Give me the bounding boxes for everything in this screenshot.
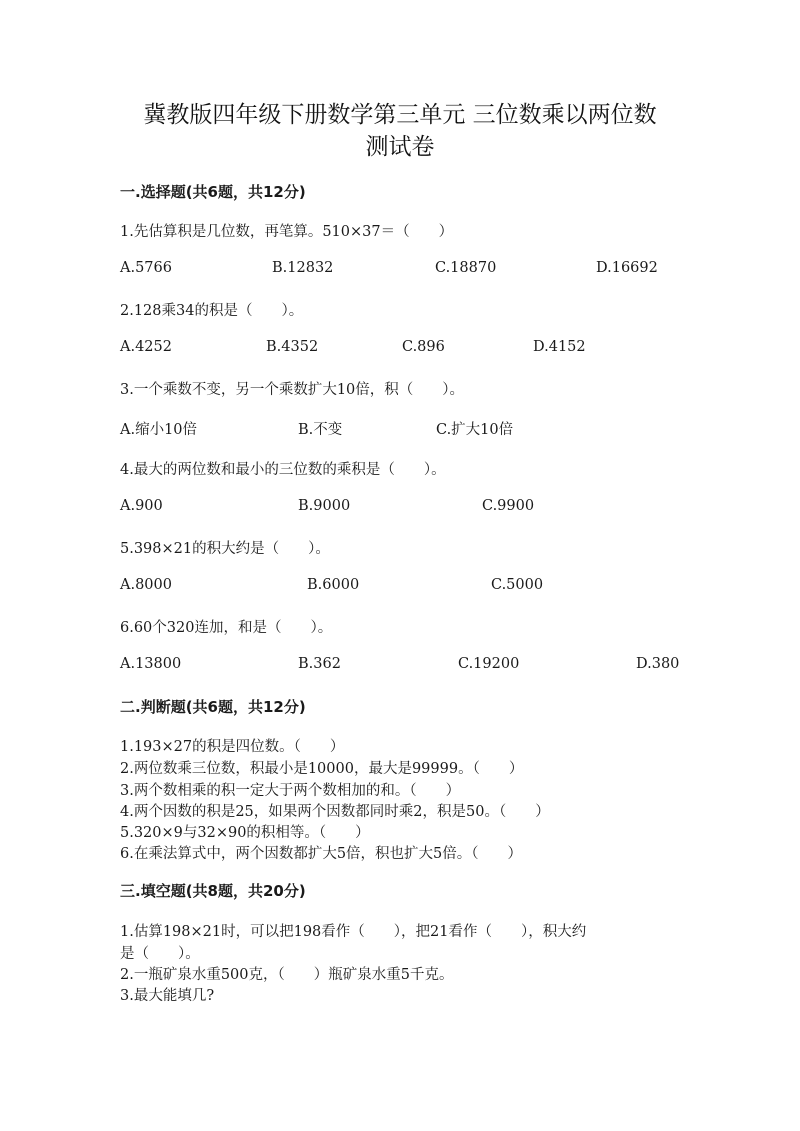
- fill-item-2: 2.一瓶矿泉水重500克，（ ）瓶矿泉水重5千克。: [120, 967, 454, 983]
- q5-option-a: A.8000: [120, 577, 172, 593]
- q6-option-b: B.362: [298, 656, 341, 672]
- judge-item-5: 5.320×9与32×90的积相等。（ ）: [120, 825, 370, 841]
- fill-item-3: 3.最大能填几?: [120, 988, 215, 1004]
- q6-stem: 6.60个320连加，和是（ ）。: [120, 620, 333, 636]
- q1-stem: 1.先估算积是几位数，再笔算。510×37＝（ ）: [120, 224, 454, 240]
- q2-option-b: B.4352: [266, 339, 319, 355]
- q1-option-b: B.12832: [272, 260, 334, 276]
- fill-item-1-cont: 是（ ）。: [120, 946, 200, 962]
- q5-stem: 5.398×21的积大约是（ ）。: [120, 541, 330, 557]
- q4-option-b: B.9000: [298, 498, 351, 514]
- q3-stem: 3.一个乘数不变，另一个乘数扩大10倍，积（ ）。: [120, 382, 465, 398]
- q2-option-a: A.4252: [120, 339, 172, 355]
- judge-item-3: 3.两个数相乘的积一定大于两个数相加的和。（ ）: [120, 783, 461, 799]
- fill-item-1: 1.估算198×21时，可以把198看作（ ），把21看作（ ），积大约: [120, 924, 587, 940]
- q1-option-a: A.5766: [120, 260, 172, 276]
- section1-heading: 一.选择题(共6题，共12分): [120, 183, 306, 201]
- judge-item-6: 6.在乘法算式中，两个因数都扩大5倍，积也扩大5倍。（ ）: [120, 846, 523, 862]
- q1-option-d: D.16692: [596, 260, 658, 276]
- judge-item-2: 2.两位数乘三位数，积最小是10000，最大是99999。（ ）: [120, 761, 524, 777]
- section2-heading: 二.判断题(共6题，共12分): [120, 698, 306, 716]
- q5-option-b: B.6000: [307, 577, 360, 593]
- page-title-line1: 冀教版四年级下册数学第三单元 三位数乘以两位数: [143, 102, 657, 128]
- q4-option-c: C.9900: [482, 498, 535, 514]
- q3-option-a: A.缩小10倍: [120, 422, 198, 438]
- q2-stem: 2.128乘34的积是（ ）。: [120, 303, 304, 319]
- page-title-line2: 测试卷: [365, 134, 435, 160]
- q4-option-a: A.900: [120, 498, 163, 514]
- q2-option-d: D.4152: [533, 339, 586, 355]
- judge-item-4: 4.两个因数的积是25，如果两个因数都同时乘2，积是50。（ ）: [120, 804, 550, 820]
- q3-option-c: C.扩大10倍: [436, 422, 514, 438]
- q5-option-c: C.5000: [491, 577, 544, 593]
- q6-option-c: C.19200: [458, 656, 520, 672]
- q1-option-c: C.18870: [435, 260, 497, 276]
- q2-option-c: C.896: [402, 339, 445, 355]
- q6-option-d: D.380: [636, 656, 680, 672]
- judge-item-1: 1.193×27的积是四位数。（ ）: [120, 739, 345, 755]
- q3-option-b: B.不变: [298, 422, 343, 438]
- q4-stem: 4.最大的两位数和最小的三位数的乘积是（ ）。: [120, 462, 446, 478]
- q6-option-a: A.13800: [120, 656, 182, 672]
- section3-heading: 三.填空题(共8题，共20分): [120, 882, 306, 900]
